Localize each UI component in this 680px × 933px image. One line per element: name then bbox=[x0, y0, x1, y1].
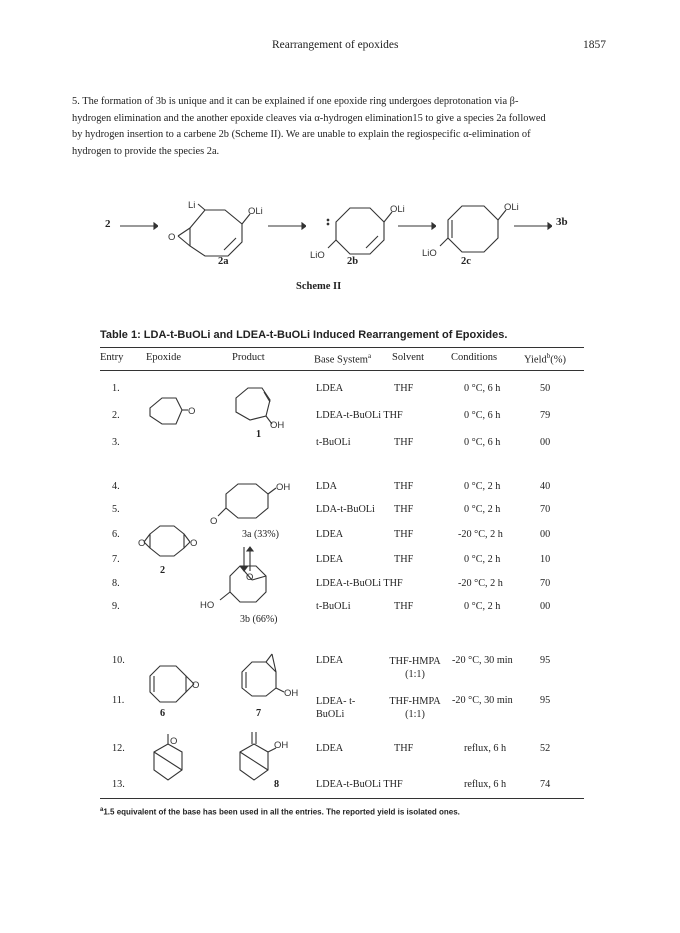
solvent: THF bbox=[394, 504, 414, 515]
scheme-structure-2b bbox=[308, 198, 418, 264]
scheme-end-label: 3b bbox=[556, 216, 568, 228]
entry: 1. bbox=[112, 383, 120, 394]
2b-OLi: OLi bbox=[390, 204, 405, 215]
product-8 bbox=[226, 730, 306, 788]
body-paragraph bbox=[72, 94, 612, 161]
epoxide-o: O bbox=[188, 406, 196, 417]
entry: 8. bbox=[112, 578, 120, 589]
base: LDEA bbox=[316, 529, 344, 540]
2-o-right: O bbox=[190, 538, 198, 549]
yield: 74 bbox=[540, 779, 551, 790]
7-oh: OH bbox=[284, 688, 299, 699]
yield: 70 bbox=[540, 578, 551, 589]
entry: 11. bbox=[112, 695, 125, 706]
base: LDA bbox=[316, 481, 337, 492]
col-header-yield-text: Yield bbox=[524, 354, 547, 366]
col-header-epoxide: Epoxide bbox=[146, 352, 181, 363]
entry: 6. bbox=[112, 529, 120, 540]
compound-label-3a: 3a (33%) bbox=[242, 529, 279, 540]
paragraph-line-1 bbox=[72, 94, 612, 111]
base: LDEA bbox=[316, 554, 344, 565]
epoxide-pinene bbox=[140, 730, 200, 788]
2a-Li: Li bbox=[188, 200, 196, 211]
conditions: reflux, 6 h bbox=[464, 779, 507, 790]
2a-OLi: OLi bbox=[248, 206, 263, 217]
base: t-BuOLi bbox=[316, 437, 351, 448]
2b-LiO: LiO bbox=[310, 250, 325, 261]
conditions: -20 °C, 2 h bbox=[458, 529, 503, 540]
6-o: O bbox=[192, 680, 200, 691]
product-3b-structure bbox=[196, 560, 296, 616]
yield: 79 bbox=[540, 410, 551, 421]
solvent: THF bbox=[394, 529, 414, 540]
scheme-start-label: 2 bbox=[105, 218, 111, 230]
entry: 4. bbox=[112, 481, 120, 492]
yield: 95 bbox=[540, 695, 551, 706]
yield: 00 bbox=[540, 601, 551, 612]
solvent: THF bbox=[394, 601, 414, 612]
8-oh: OH bbox=[274, 740, 289, 751]
col-header-base-text: Base System bbox=[314, 354, 368, 366]
entry: 2. bbox=[112, 410, 120, 421]
conditions: 0 °C, 2 h bbox=[464, 504, 501, 515]
base: LDA-t-BuOLi bbox=[316, 504, 375, 515]
yield: 52 bbox=[540, 743, 551, 754]
base: LDEA-t-BuOLi THF bbox=[316, 578, 403, 589]
solvent: THF bbox=[394, 554, 414, 565]
solvent: THF bbox=[394, 383, 414, 394]
running-title: Rearrangement of epoxides bbox=[272, 39, 399, 51]
2c-LiO: LiO bbox=[422, 248, 437, 259]
epoxide-cyclohexene-oxide bbox=[138, 392, 198, 448]
3a-o: O bbox=[210, 516, 218, 527]
table-footnote bbox=[100, 807, 460, 817]
conditions: -20 °C, 30 min bbox=[452, 655, 513, 666]
compound-label-1: 1 bbox=[256, 429, 262, 440]
paragraph-line-4: hydrogen to provide the species 2a. bbox=[72, 146, 220, 158]
product-7 bbox=[226, 652, 306, 708]
base: LDEA bbox=[316, 743, 344, 754]
pinene-o: O bbox=[170, 736, 178, 747]
entry: 12. bbox=[112, 743, 125, 754]
solvent: THF bbox=[394, 743, 414, 754]
entry: 7. bbox=[112, 554, 120, 565]
base: LDEA-t-BuOLi THF bbox=[316, 410, 403, 421]
3b-ho: HO bbox=[200, 600, 215, 611]
entry: 9. bbox=[112, 601, 120, 612]
epoxide-6 bbox=[138, 662, 206, 710]
3b-o: O bbox=[246, 572, 254, 583]
product-cyclohexenol bbox=[226, 384, 298, 444]
epoxide-2-bisepoxide bbox=[138, 520, 198, 564]
entry: 3. bbox=[112, 437, 120, 448]
scheme-caption: Scheme II bbox=[296, 281, 342, 292]
2c-OLi: OLi bbox=[504, 202, 519, 213]
base: t-BuOLi bbox=[316, 601, 351, 612]
table-caption: Table 1: LDA-t-BuOLi and LDEA-t-BuOLi Induced Rearrangement of Epoxides. bbox=[100, 329, 508, 341]
yield: 50 bbox=[540, 383, 551, 394]
scheme-arrow-4 bbox=[512, 222, 552, 230]
2a-O: O bbox=[168, 232, 176, 243]
entry: 10. bbox=[112, 655, 125, 666]
solvent: THF-HMPA (1:1) bbox=[389, 696, 441, 720]
scheme-structure-2a bbox=[160, 198, 270, 268]
entry: 5. bbox=[112, 504, 120, 515]
scheme-arrow-2 bbox=[266, 222, 306, 230]
col-header-yield-sup: b bbox=[546, 352, 551, 360]
3a-oh: OH bbox=[276, 482, 291, 493]
footnote-sup-a: a bbox=[100, 807, 104, 813]
conditions: 0 °C, 2 h bbox=[464, 554, 501, 565]
col-header-yield bbox=[524, 352, 566, 366]
solvent: THF bbox=[394, 481, 414, 492]
conditions: 0 °C, 6 h bbox=[464, 383, 501, 394]
compound-label-6: 6 bbox=[160, 708, 166, 719]
compound-label-8: 8 bbox=[274, 779, 280, 790]
conditions: 0 °C, 6 h bbox=[464, 410, 501, 421]
base: LDEA- t-BuOLi bbox=[316, 696, 356, 720]
yield: 40 bbox=[540, 481, 551, 492]
conditions: -20 °C, 2 h bbox=[458, 578, 503, 589]
scheme-label-2b: 2b bbox=[347, 256, 359, 267]
col-header-base bbox=[314, 352, 371, 366]
compound-label-7: 7 bbox=[256, 708, 262, 719]
scheme-arrow-1 bbox=[118, 222, 158, 230]
yield: 10 bbox=[540, 554, 551, 565]
compound-label-2: 2 bbox=[160, 565, 166, 576]
paragraph-line-3: by hydrogen insertion to a carbene 2b (Scheme II). We are unable to explain the regiospecific α-elimination of bbox=[72, 129, 531, 141]
solvent: THF bbox=[394, 437, 414, 448]
table-top-rule bbox=[100, 347, 584, 348]
col-header-yield-unit: (%) bbox=[550, 354, 566, 366]
base: LDEA bbox=[316, 383, 344, 394]
compound-label-3b: 3b (66%) bbox=[240, 614, 278, 625]
page-number: 1857 bbox=[583, 39, 606, 51]
table-bottom-rule bbox=[100, 798, 584, 799]
conditions: -20 °C, 30 min bbox=[452, 695, 513, 706]
col-header-solvent: Solvent bbox=[392, 352, 425, 363]
scheme-label-2a: 2a bbox=[218, 256, 229, 267]
solvent: THF-HMPA (1:1) bbox=[389, 656, 441, 680]
conditions: 0 °C, 2 h bbox=[464, 481, 501, 492]
col-header-conditions: Conditions bbox=[451, 352, 498, 363]
paragraph-number: 5. bbox=[72, 96, 80, 107]
paragraph-line-2: hydrogen elimination and the another epoxide cleaves via α-hydrogen elimination15 to give a species 2a followed bbox=[72, 112, 546, 124]
product-3a-structure bbox=[196, 478, 306, 528]
col-header-entry: Entry bbox=[100, 352, 124, 363]
entry: 13. bbox=[112, 779, 125, 790]
footnote-text: 1.5 equivalent of the base has been used in all the entries. The reported yield is isolated ones. bbox=[103, 807, 460, 817]
base: LDEA-t-BuOLi THF bbox=[316, 779, 403, 790]
conditions: 0 °C, 6 h bbox=[464, 437, 501, 448]
yield: 00 bbox=[540, 437, 551, 448]
col-header-product: Product bbox=[232, 352, 265, 363]
col-header-base-sup: a bbox=[367, 352, 372, 360]
yield: 95 bbox=[540, 655, 551, 666]
base: LDEA bbox=[316, 655, 344, 666]
yield: 70 bbox=[540, 504, 551, 515]
conditions: 0 °C, 2 h bbox=[464, 601, 501, 612]
2-o-left: O bbox=[138, 538, 146, 549]
yield: 00 bbox=[540, 529, 551, 540]
table-header-rule bbox=[100, 370, 584, 371]
scheme-label-2c: 2c bbox=[461, 256, 471, 267]
paragraph-line-1-text: The formation of 3b is unique and it can be explained if one epoxide ring undergoes deprotonation via β- bbox=[82, 96, 519, 107]
product-oh: OH bbox=[270, 420, 285, 431]
conditions: reflux, 6 h bbox=[464, 743, 507, 754]
